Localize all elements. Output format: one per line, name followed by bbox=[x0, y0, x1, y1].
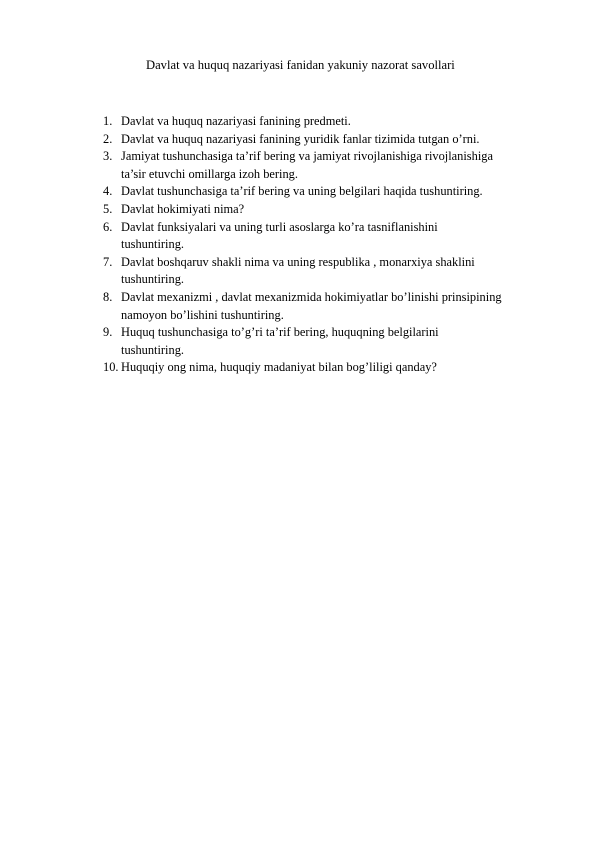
question-line: tushuntiring. bbox=[121, 237, 184, 252]
question-line: Huquq tushunchasiga to’g’ri ta’rif bering, huquqning belgilarini bbox=[121, 325, 439, 340]
list-item bbox=[0, 201, 596, 219]
question-number: 10. bbox=[103, 360, 119, 375]
list-item bbox=[0, 359, 596, 377]
page-title: Davlat va huquq nazariyasi fanidan yakuniy nazorat savollari bbox=[146, 58, 455, 72]
list-item bbox=[0, 183, 596, 201]
question-number: 5. bbox=[103, 201, 113, 216]
question-number: 6. bbox=[103, 219, 113, 234]
question-text bbox=[121, 183, 561, 201]
list-item bbox=[0, 289, 596, 324]
list-item bbox=[0, 219, 596, 254]
question-number: 8. bbox=[103, 289, 113, 304]
list-item bbox=[0, 113, 596, 131]
question-line: Davlat funksiyalari va uning turli asoslarga ko’ra tasniflanishini bbox=[121, 219, 438, 234]
list-item bbox=[0, 148, 596, 183]
question-line: Huquqiy ong nima, huquqiy madaniyat bilan bog’liligi qanday? bbox=[121, 360, 437, 375]
list-item bbox=[0, 254, 596, 289]
question-text bbox=[121, 113, 561, 131]
question-line: Jamiyat tushunchasiga ta’rif bering va jamiyat rivojlanishiga rivojlanishiga bbox=[121, 149, 493, 164]
question-line: tushuntiring. bbox=[121, 342, 184, 357]
question-list bbox=[0, 113, 596, 377]
question-number: 3. bbox=[103, 149, 113, 164]
question-number: 9. bbox=[103, 325, 113, 340]
question-text bbox=[121, 201, 561, 219]
list-item bbox=[0, 324, 596, 359]
question-number: 1. bbox=[103, 114, 113, 128]
question-number: 2. bbox=[103, 131, 113, 146]
question-line: Davlat tushunchasiga ta’rif bering va uning belgilari haqida tushuntiring. bbox=[121, 184, 483, 199]
question-text bbox=[121, 148, 561, 183]
list-item bbox=[0, 131, 596, 149]
question-number: 7. bbox=[103, 254, 113, 269]
question-text bbox=[121, 219, 561, 254]
question-text bbox=[121, 254, 561, 289]
question-line: tushuntiring. bbox=[121, 272, 184, 287]
question-text bbox=[121, 131, 561, 149]
question-number: 4. bbox=[103, 184, 113, 199]
question-line: namoyon bo’lishini tushuntiring. bbox=[121, 307, 284, 322]
question-line: Davlat va huquq nazariyasi fanining predmeti. bbox=[121, 114, 351, 128]
question-text bbox=[121, 359, 561, 377]
question-line: ta’sir etuvchi omillarga izoh bering. bbox=[121, 166, 298, 181]
question-line: Davlat mexanizmi , davlat mexanizmida hokimiyatlar bo’linishi prinsipining bbox=[121, 289, 502, 304]
question-line: Davlat boshqaruv shakli nima va uning respublika , monarxiya shaklini bbox=[121, 254, 475, 269]
question-text bbox=[121, 324, 561, 359]
question-line: Davlat va huquq nazariyasi fanining yuridik fanlar tizimida tutgan o’rni. bbox=[121, 131, 480, 146]
question-text bbox=[121, 289, 561, 324]
question-line: Davlat hokimiyati nima? bbox=[121, 201, 245, 216]
